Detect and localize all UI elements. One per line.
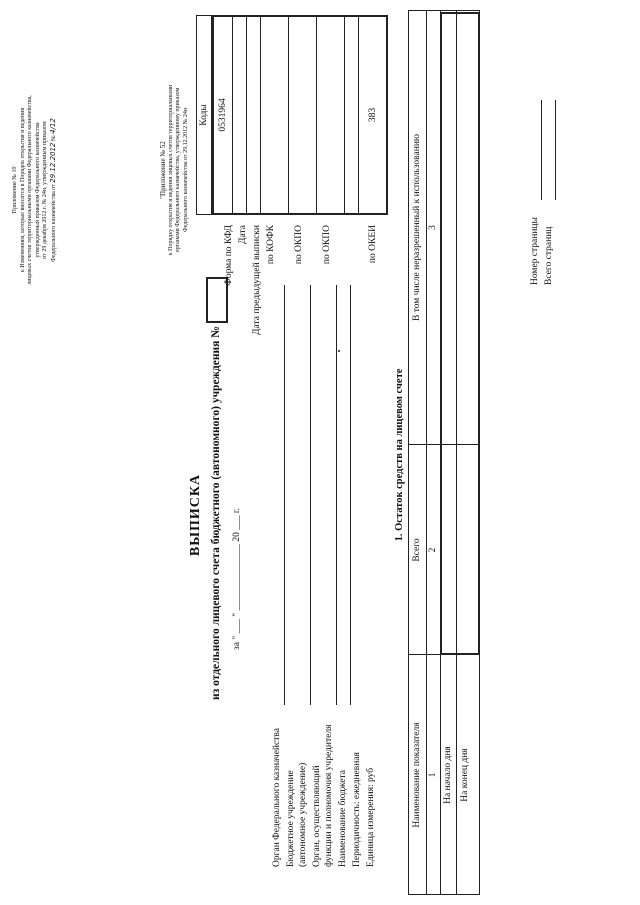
code-okei-value: 383: [368, 107, 378, 123]
codes-divider: [316, 15, 317, 215]
document-subtitle: из отдельного лицевого счета бюджетного (автономного) учреждения №: [210, 326, 222, 700]
fill-line-founder-body[interactable]: [336, 285, 337, 705]
label-form-kfd: Форма по КФД: [224, 225, 234, 286]
codes-divider: [358, 15, 359, 215]
balance-header-total: Всего: [412, 538, 422, 562]
balance-row-start-of-day: На начало дня: [443, 746, 453, 804]
codes-divider: [246, 15, 247, 215]
label-budget-institution: Бюджетное учреждение: [286, 770, 296, 867]
appendix-10-line: утвержденный приказом Федерального казначейства: [34, 122, 41, 258]
label-okei: по ОКЕИ: [368, 225, 378, 264]
codes-header: Коды: [199, 104, 209, 126]
appendix-10-line-6: [50, 75, 59, 305]
document-title: ВЫПИСКА: [188, 473, 203, 557]
codes-divider: [260, 15, 261, 215]
codes-box: [212, 15, 388, 215]
label-periodicity: Периодичность: ежедневная: [352, 752, 362, 867]
balance-col-number: 3: [428, 225, 438, 230]
codes-divider: [344, 15, 345, 215]
balance-table-value-area: [440, 12, 480, 655]
fill-line-budget-name[interactable]: [350, 285, 351, 705]
appendix-52-block: [160, 55, 190, 285]
appendix-52-line: "Приложение № 52: [159, 141, 167, 199]
label-founder-body-2: функции и полномочия учредителя: [324, 724, 334, 867]
appendix-52-line: органами Федерального казначейства, утвержденному приказом: [175, 87, 181, 253]
label-okpo-founder: по ОКПО: [322, 225, 332, 265]
codes-divider: [288, 15, 289, 215]
label-okpo-institution: по ОКПО: [294, 225, 304, 265]
balance-table-row-divider: [426, 10, 427, 895]
appendix-52-line: к Порядку открытия и ведения лицевых счетов территориальными: [167, 84, 174, 256]
fill-line-treasury-body[interactable]: [284, 285, 285, 705]
section-1-title: 1. Остаток средств на лицевом счете: [394, 368, 405, 542]
balance-row-end-of-day: На конец дня: [460, 748, 470, 802]
appendix-10-line: Приложение № 10: [12, 166, 18, 214]
balance-header-restricted: В том числе неразрешенный к использованию: [412, 134, 422, 321]
balance-col-number: 2: [428, 547, 438, 553]
appendix-10-line: к Изменениям, которые вносятся в Порядок открытия и ведения: [19, 107, 26, 273]
code-kfd-value: 0531964: [218, 98, 228, 132]
page-number-label: Номер страницы: [530, 217, 540, 285]
label-autonomous-institution: (автономное учреждение): [298, 762, 308, 867]
appendix-10-line-6-prefix: Федерального казначейства от: [50, 184, 57, 262]
appendix-52-line: Федерального казначейства от 29.12.2012 № 24н: [182, 107, 189, 233]
page-number-fill-line[interactable]: [541, 100, 542, 200]
total-pages-fill-line[interactable]: [555, 100, 556, 200]
label-budget-name: Наименование бюджета: [338, 770, 348, 867]
statement-date-line: за " ___ " ______________ 20 ___ г.: [232, 507, 242, 650]
balance-col-number: 1: [428, 772, 438, 778]
appendix-10-line: лицевых счетов территориальными органами Федерального казначейства,: [27, 95, 33, 285]
label-kofk: по КОФК: [266, 225, 276, 265]
appendix-10-handwritten-date: 29.12.2012: [48, 142, 57, 183]
codes-header-cell: [196, 15, 212, 215]
label-date: Дата: [238, 225, 248, 244]
appendix-10-handwritten-number: 4/12: [48, 118, 57, 134]
fill-line-institution[interactable]: [310, 285, 311, 705]
total-pages-label: Всего страниц: [544, 226, 554, 285]
appendix-10-line: от 29 декабря 2012 г. № 24н, утвержденным приказом: [42, 121, 48, 259]
appendix-10-block: [12, 75, 58, 305]
label-unit: Единица измерения: руб: [366, 767, 376, 867]
label-previous-statement-date: Дата предыдущей выписки: [252, 225, 262, 335]
label-treasury-body: Орган Федерального казначейства: [272, 728, 282, 867]
label-founder-body-1: Орган, осуществляющий: [312, 765, 322, 867]
codes-divider: [232, 15, 233, 215]
balance-header-indicator: Наименование показателя: [412, 722, 422, 828]
scan-speck: [338, 350, 340, 352]
appendix-10-no-label: №: [50, 135, 57, 142]
